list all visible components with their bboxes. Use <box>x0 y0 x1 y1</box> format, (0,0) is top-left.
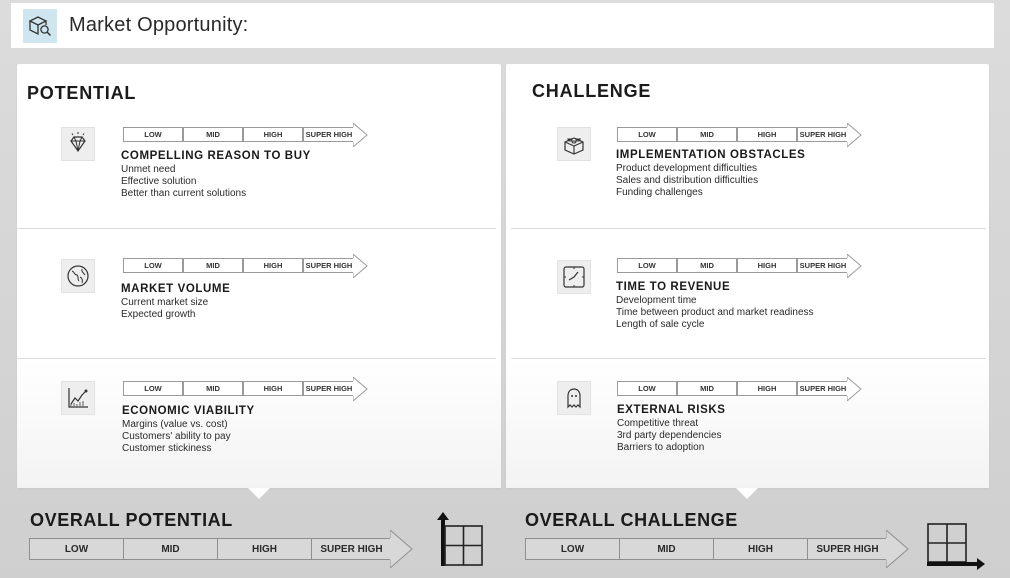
scale-high: HIGH <box>713 538 808 560</box>
scale-super-high: SUPER HIGH <box>303 258 354 273</box>
item-line: Customers' ability to pay <box>122 431 231 442</box>
item-line: Time between product and market readiness <box>616 307 814 318</box>
item-line: Effective solution <box>121 176 197 187</box>
scale-high: HIGH <box>737 127 797 142</box>
page-title: Market Opportunity: <box>69 14 249 36</box>
item-line: Customer stickiness <box>122 443 212 454</box>
item-heading: MARKET VOLUME <box>121 283 231 295</box>
item-heading: ECONOMIC VIABILITY <box>122 405 255 417</box>
scale-super-high: SUPER HIGH <box>797 381 848 396</box>
scale-mid: MID <box>183 381 243 396</box>
item-line: Barriers to adoption <box>617 442 705 453</box>
scale-super-high: SUPER HIGH <box>797 258 848 273</box>
scale-super-high: SUPER HIGH <box>797 127 848 142</box>
lego-brick-icon <box>557 127 591 161</box>
scale-mid: MID <box>183 127 243 142</box>
scale-low: LOW <box>29 538 124 560</box>
matrix-right-arrow-icon <box>925 522 987 578</box>
scale-high: HIGH <box>243 127 303 142</box>
item-line: Length of sale cycle <box>616 319 705 330</box>
potential-title: POTENTIAL <box>27 83 137 103</box>
scale-mid: MID <box>677 258 737 273</box>
challenge-panel <box>506 64 989 488</box>
scale-low: LOW <box>123 381 183 396</box>
scale-super-high: SUPER HIGH <box>303 381 354 396</box>
scale-low: LOW <box>617 258 677 273</box>
item-line: Better than current solutions <box>121 188 247 199</box>
scale-low: LOW <box>617 127 677 142</box>
scale-high: HIGH <box>243 381 303 396</box>
overall-potential-title: OVERALL POTENTIAL <box>30 510 233 530</box>
item-line: Competitive threat <box>617 418 699 429</box>
item-line: Unmet need <box>121 164 176 175</box>
item-line: Funding challenges <box>616 187 703 198</box>
item-heading: IMPLEMENTATION OBSTACLES <box>616 149 806 161</box>
globe-icon <box>61 259 95 293</box>
scale-super-high: SUPER HIGH <box>311 538 391 560</box>
item-line: Development time <box>616 295 697 306</box>
item-line: Expected growth <box>121 309 196 320</box>
scale-high: HIGH <box>243 258 303 273</box>
item-heading: TIME TO REVENUE <box>616 281 731 293</box>
box-search-icon <box>23 9 57 43</box>
scale-mid: MID <box>677 127 737 142</box>
scale-mid: MID <box>677 381 737 396</box>
item-heading: COMPELLING REASON TO BUY <box>121 150 311 162</box>
scale-super-high: SUPER HIGH <box>807 538 887 560</box>
clock-icon <box>557 260 591 294</box>
line-chart-icon <box>61 381 95 415</box>
item-line: 3rd party dependencies <box>617 430 722 441</box>
scale-high: HIGH <box>217 538 312 560</box>
scale-mid: MID <box>123 538 218 560</box>
item-line: Margins (value vs. cost) <box>122 419 228 430</box>
diamond-icon <box>61 127 95 161</box>
scale-mid: MID <box>183 258 243 273</box>
overall-challenge-title: OVERALL CHALLENGE <box>525 510 738 530</box>
scale-mid: MID <box>619 538 714 560</box>
challenge-title: CHALLENGE <box>532 81 652 101</box>
scale-super-high: SUPER HIGH <box>303 127 354 142</box>
scale-high: HIGH <box>737 258 797 273</box>
ghost-icon <box>557 381 591 415</box>
scale-low: LOW <box>617 381 677 396</box>
scale-low: LOW <box>525 538 620 560</box>
potential-panel <box>17 64 501 488</box>
scale-low: LOW <box>123 127 183 142</box>
scale-high: HIGH <box>737 381 797 396</box>
header-bar <box>11 3 994 48</box>
item-line: Sales and distribution difficulties <box>616 175 759 186</box>
item-heading: EXTERNAL RISKS <box>617 404 726 416</box>
item-line: Product development difficulties <box>616 163 758 174</box>
item-line: Current market size <box>121 297 209 308</box>
scale-low: LOW <box>123 258 183 273</box>
matrix-up-arrow-icon <box>434 510 486 573</box>
